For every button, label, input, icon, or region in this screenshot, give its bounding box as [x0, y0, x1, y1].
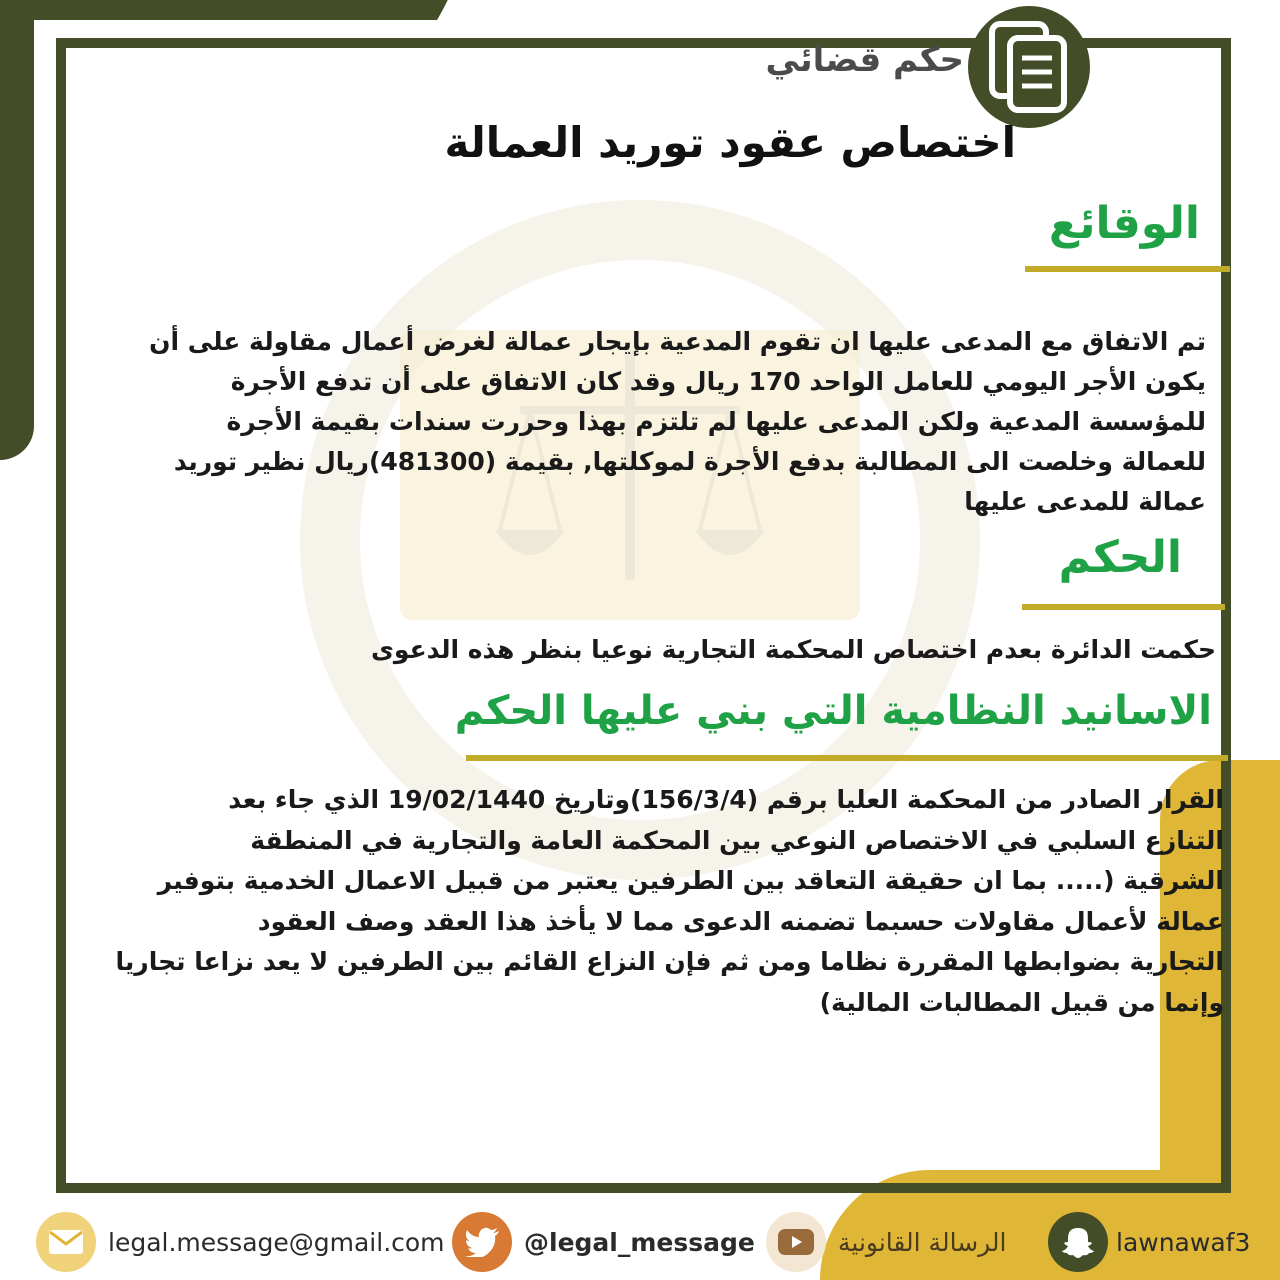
footer-email[interactable] [36, 1212, 445, 1272]
footer-snapchat[interactable] [1048, 1212, 1250, 1272]
footer-youtube[interactable] [766, 1212, 1007, 1272]
ruling-paragraph: حكمت الدائرة بعدم اختصاص المحكمة التجارية نوعيا بنظر هذه الدعوى [370, 635, 1216, 664]
ruling-underline [1022, 604, 1225, 610]
twitter-bird-icon [452, 1212, 512, 1272]
facts-line: للعمالة وخلصت الى المطالبة بدفع الأجرة لموكلتها, بقيمة (481300)ريال نظير توريد [173, 447, 1206, 476]
grounds-paragraph [64, 780, 1224, 1023]
facts-heading: الوقائع [1048, 198, 1200, 249]
facts-underline [1025, 266, 1230, 272]
grounds-underline [466, 755, 1228, 761]
facts-line: للمؤسسة المدعية ولكن المدعى عليها لم تلتزم بهذا وحررت سندات بقيمة الأجرة [226, 407, 1206, 436]
facts-line: تم الاتفاق مع المدعى عليها ان تقوم المدعية بإيجار عمالة لغرض أعمال مقاولة على أن [149, 327, 1206, 356]
grounds-line: القرار الصادر من المحكمة العليا برقم (156/3/4)وتاريخ 19/02/1440 الذي جاء بعد [228, 785, 1224, 814]
page-category-label: حكم قضائي [765, 40, 964, 80]
decor-left-strip [0, 0, 34, 460]
footer-twitter-text[interactable]: @legal_message [524, 1227, 755, 1257]
grounds-line: التجارية بضوابطها المقررة نظاما ومن ثم فإن النزاع القائم بين الطرفين لا يعد نزاعا تجاريا [115, 947, 1224, 976]
document-icon [988, 20, 1070, 116]
envelope-icon [36, 1212, 96, 1272]
youtube-play-icon [766, 1212, 826, 1272]
footer-youtube-text[interactable]: الرسالة القانونية [838, 1227, 1007, 1257]
facts-line: يكون الأجر اليومي للعامل الواحد 170 ريال وقد كان الاتفاق على أن تدفع الأجرة [230, 367, 1206, 396]
facts-paragraph [66, 322, 1206, 522]
document-badge [968, 6, 1090, 128]
grounds-line: الشرقية (..... بما ان حقيقة التعاقد بين الطرفين يعتبر من قبيل الاعمال الخدمية بتوفير [157, 866, 1224, 895]
facts-line: عمالة للمدعى عليها [964, 487, 1206, 516]
ruling-heading: الحكم [1058, 532, 1182, 583]
footer-snapchat-text[interactable]: lawnawaf3 [1116, 1227, 1251, 1257]
grounds-line: وإنما من قبيل المطالبات المالية) [819, 987, 1224, 1017]
page-title: اختصاص عقود توريد العمالة [444, 118, 1016, 167]
grounds-line: عمالة لأعمال مقاولات حسبما تضمنه الدعوى مما لا يأخذ هذا العقد وصف العقود [257, 906, 1224, 936]
grounds-line: التنازع السلبي في الاختصاص النوعي بين المحكمة العامة والتجارية في المنطقة [250, 825, 1224, 855]
grounds-heading: الاسانيد النظامية التي بني عليها الحكم [454, 688, 1212, 734]
footer-twitter[interactable] [452, 1212, 755, 1272]
snapchat-ghost-icon [1048, 1212, 1108, 1272]
footer-email-text[interactable]: legal.message@gmail.com [108, 1227, 445, 1257]
